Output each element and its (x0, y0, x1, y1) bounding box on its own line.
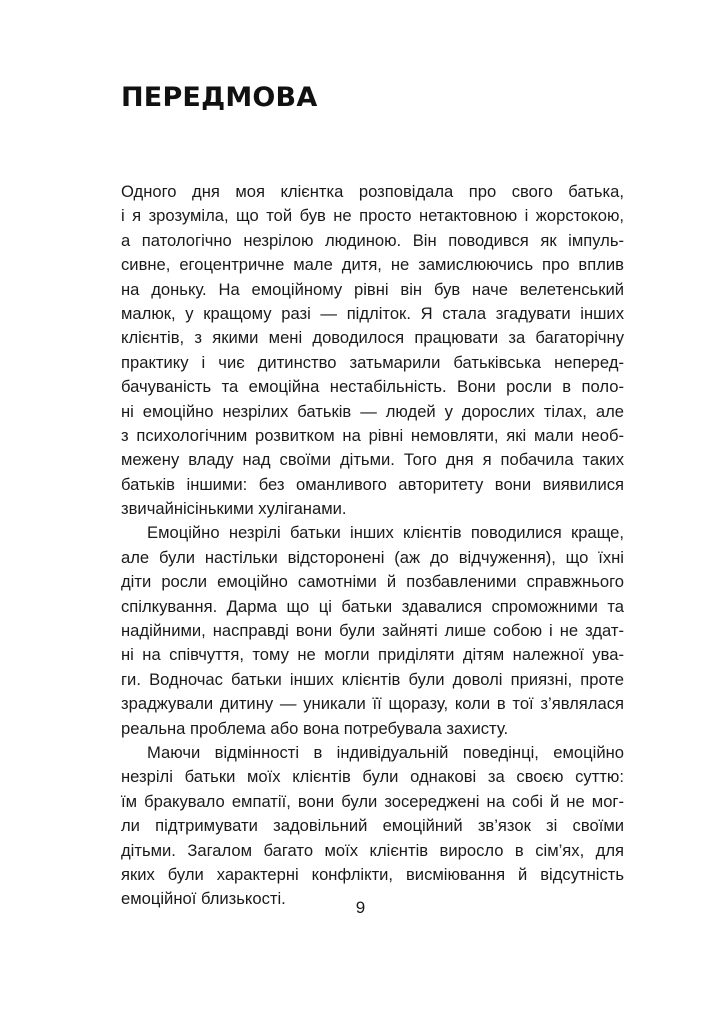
text-line: незрілі батьки моїх клієнтів були однакові за своєю суттю: (121, 767, 624, 787)
text-line: діти росли емоційно самотніми й позбавленими справжнього (121, 572, 624, 592)
text-line: Емоційно незрілі батьки інших клієнтів поводилися краще, (147, 523, 624, 543)
text-line: батьків іншими: без оманливого авторитету вони виявилися (121, 474, 624, 494)
text-line: Маючи відмінності в індивідуальній поведінці, емоційно (147, 742, 624, 762)
text-line: дітьми. Загалом багато моїх клієнтів виросло в сім’ях, для (121, 840, 624, 860)
text-line: межену владу над своїми дітьми. Того дня я побачила таких (121, 450, 624, 470)
text-line: на доньку. На емоційному рівні він був наче велетенський (121, 279, 624, 299)
text-line: а патологічно незрілою людиною. Він поводився як імпуль- (121, 230, 624, 250)
text-line: емоційної близькості. (121, 889, 286, 909)
text-line: ги. Водночас батьки інших клієнтів були доволі приязні, проте (121, 669, 624, 689)
text-line: звичайнісінькими хуліганами. (121, 499, 347, 519)
text-line: їм бракувало емпатії, вони були зосереджені на собі й не мог- (121, 791, 624, 811)
chapter-title: ПЕРЕДМОВА (121, 82, 318, 113)
text-line: малюк, у кращому разі — підліток. Я стала згадувати інших (121, 303, 624, 323)
page-number: 9 (355, 898, 366, 917)
text-line: Одного дня моя клієнтка розповідала про свого батька, (121, 182, 624, 201)
text-line: ли підтримувати задовільний емоційний зв’язок зі своїми (121, 816, 624, 836)
text-line: реальна проблема або вона потребувала захисту. (121, 718, 509, 738)
text-line: ні емоційно незрілих батьків — людей у дорослих тілах, але (121, 401, 624, 421)
text-line: яких були характерні конфлікти, висміювання й відсутність (121, 864, 624, 884)
text-line: клієнтів, з якими мені доводилося працювати за багаторічну (121, 328, 624, 348)
paragraph-2 (121, 521, 624, 741)
paragraph-3 (121, 741, 624, 912)
text-line: з психологічним розвитком на рівні немовляти, які мали необ- (121, 425, 624, 445)
text-line: практику і чиє дитинство затьмарили батьківська неперед- (121, 352, 624, 372)
text-line: але були настільки відсторонені (аж до відчуження), що їхні (121, 547, 624, 567)
text-line: зраджували дитину — уникали її щоразу, коли в тої з’являлася (121, 694, 624, 714)
text-line: надійними, насправді вони були зайняті лише собою і не здат- (121, 621, 624, 641)
text-line: бачуваність та емоційна нестабільність. Вони росли в поло- (121, 377, 624, 397)
body-text (121, 180, 624, 912)
text-line: сивне, егоцентричне мале дитя, не замислюючись про вплив (121, 255, 624, 275)
paragraph-1 (121, 180, 624, 521)
text-line: ні на співчуття, тому не могли приділяти дітям належної ува- (121, 645, 624, 665)
text-line: спілкування. Дарма що ці батьки здавалися спроможними та (121, 596, 624, 616)
text-line: і я зрозуміла, що той був не просто нетактовною і жорстокою, (121, 206, 624, 226)
